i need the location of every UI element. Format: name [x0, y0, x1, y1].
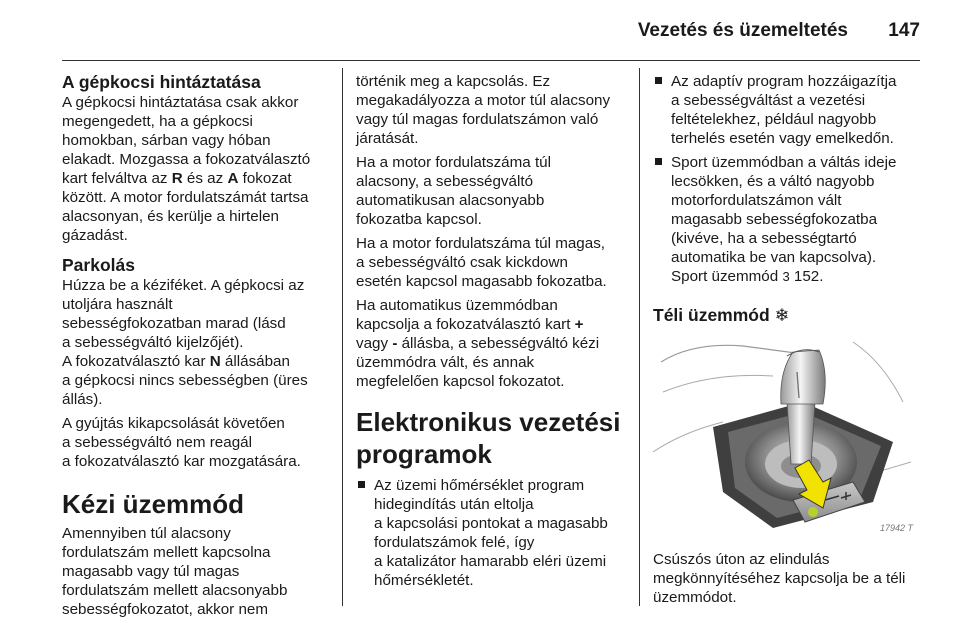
text-line: [356, 315, 632, 334]
column-divider-right: [639, 68, 640, 606]
text-line: a sebességváltó kijelzőjét).: [62, 334, 244, 351]
gear-selector-illustration: [653, 332, 915, 540]
header-rule: [62, 60, 920, 61]
page-header-title: Vezetés és üzemeltetés: [637, 20, 848, 41]
text-run: fokozat: [238, 170, 292, 187]
text-line: magasabb vagy túl magas: [62, 563, 240, 580]
gear-r-label: R: [171, 170, 183, 187]
paragraph-gyujtas: [62, 414, 334, 471]
text-line: Sport üzemmódban a váltás ideje: [671, 154, 897, 171]
text-line: hidegindítás után eltolja: [374, 496, 534, 513]
heading-hintaztatas: A gépkocsi hintáztatása: [62, 72, 261, 92]
text-line: Ha automatikus üzemmódban: [356, 297, 558, 314]
text-line: a fokozatválasztó kar mozgatására.: [62, 453, 301, 470]
paragraph-magas: [356, 234, 632, 291]
text-run: Sport üzemmód: [671, 268, 783, 285]
text-line: A gyújtás kikapcsolását követően: [62, 415, 285, 432]
page-number: 147: [888, 20, 920, 41]
text-line: fokozatba kapcsol.: [356, 211, 482, 228]
paragraph-automatikus: [356, 296, 632, 391]
heading-parkolas: Parkolás: [62, 255, 135, 275]
bullet-square-icon: [655, 158, 662, 165]
text-line: elakadt. Mozgassa a fokozatválasztó: [62, 151, 311, 168]
text-line: sebességfokozatot, akkor nem: [62, 601, 268, 618]
text-line: motorfordulatszámon vált: [671, 192, 842, 209]
text-line: a katalizátor hamarabb eléri üzemi: [374, 553, 607, 570]
text-line: esetén kapcsol magasabb fokozatba.: [356, 273, 607, 290]
heading-text: Téli üzemmód: [653, 305, 770, 325]
minus-position-label: -: [392, 335, 398, 352]
paragraph-hintaztatas: [62, 93, 334, 245]
paragraph-kapcsolas: [356, 72, 632, 148]
paragraph-parkolas: [62, 276, 334, 409]
bullet-square-icon: [358, 481, 365, 488]
text-line: gázadást.: [62, 227, 128, 244]
text-line: alacsonyan, és kerülje a hirtelen: [62, 208, 279, 225]
text-run: állásba, a sebességváltó kézi: [397, 335, 600, 352]
text-line: Az adaptív program hozzáigazítja: [671, 73, 897, 90]
paragraph-kezi: [62, 524, 334, 619]
text-run: és az: [182, 170, 228, 187]
bullet-item-sport: [653, 153, 921, 286]
gear-selector-drawing: [653, 332, 915, 540]
reference-arrow-icon: 3: [782, 269, 790, 284]
bullet-item-uzemi-homerseklet: [356, 476, 632, 590]
column-2: [356, 72, 632, 595]
text-line: alacsony, a sebességváltó: [356, 173, 534, 190]
text-line: automatika be van kapcsolva).: [671, 249, 877, 266]
text-line: hőmérsékletét.: [374, 572, 474, 589]
text-line: a sebességváltó nem reagál: [62, 434, 252, 451]
text-line: terhelés esetén vagy emelkedőn.: [671, 130, 894, 147]
text-line: üzemmódot.: [653, 589, 737, 606]
paragraph-alacsony: [356, 153, 632, 229]
text-run: vagy: [356, 335, 393, 352]
heading-line: programok: [356, 439, 492, 469]
heading-kezi-uzemmod: Kézi üzemmód: [62, 489, 245, 519]
text-line: magasabb sebességfokozatba: [671, 211, 878, 228]
text-line: megkönnyítéséhez kapcsolja be a téli: [653, 570, 906, 587]
text-line: járatását.: [356, 130, 419, 147]
text-run: kart felváltva az: [62, 170, 172, 187]
text-line: sebességfokozatban marad (lásd: [62, 315, 286, 332]
page-reference: 152.: [789, 268, 824, 285]
text-line: Amennyiben túl alacsony: [62, 525, 231, 542]
text-line: Húzza be a kéziféket. A gépkocsi az: [62, 277, 305, 294]
text-line: a gépkocsi nincs sebességben (üres: [62, 372, 308, 389]
text-line: utoljára használt: [62, 296, 173, 313]
text-line: megfelelően kapcsol fokozatot.: [356, 373, 565, 390]
paragraph-teli: [653, 550, 921, 607]
text-line: megakadályozza a motor túl alacsony: [356, 92, 611, 109]
text-run: A fokozatválasztó kar: [62, 353, 210, 370]
column-1: [62, 72, 334, 624]
gear-a-label: A: [227, 170, 239, 187]
text-line: a sebességváltó csak kickdown: [356, 254, 568, 271]
text-run: állásában: [220, 353, 290, 370]
heading-elektronikus-programok: [356, 406, 632, 470]
heading-teli-uzemmod: [653, 305, 921, 326]
text-line: (kivéve, ha a sebességtartó: [671, 230, 857, 247]
text-line: Az üzemi hőmérséklet program: [374, 477, 585, 494]
cross-reference[interactable]: [671, 267, 921, 286]
text-line: vagy túl magas fordulatszámon való: [356, 111, 599, 128]
text-line: [62, 352, 334, 371]
text-line: Ha a motor fordulatszáma túl magas,: [356, 235, 606, 252]
text-line: a kapcsolási pontokat a magasabb: [374, 515, 608, 532]
column-divider-left: [342, 68, 343, 606]
text-line: feltételekhez, például nagyobb: [671, 111, 877, 128]
text-line: [62, 169, 334, 188]
plus-position-label: +: [574, 316, 584, 333]
text-run: kapcsolja a fokozatválasztó kart: [356, 316, 575, 333]
heading-line: Elektronikus vezetési: [356, 407, 621, 437]
text-line: fordulatszám mellett kapcsolna: [62, 544, 271, 561]
text-line: állás).: [62, 391, 103, 408]
column-3: [653, 72, 921, 612]
text-line: Ha a motor fordulatszáma túl: [356, 154, 551, 171]
text-line: lecsökken, és a váltó nagyobb: [671, 173, 875, 190]
text-line: automatikusan alacsonyabb: [356, 192, 545, 209]
text-line: üzemmódra vált, és annak: [356, 354, 535, 371]
text-line: között. A motor fordulatszámát tartsa: [62, 189, 309, 206]
text-line: a sebességváltást a vezetési: [671, 92, 866, 109]
text-line: fordulatszámok felé, így: [374, 534, 535, 551]
text-line: [356, 334, 632, 353]
text-line: A gépkocsi hintáztatása csak akkor: [62, 94, 299, 111]
text-line: Csúszós úton az elindulás: [653, 551, 830, 568]
text-line: homokban, sárban vagy hóban: [62, 132, 271, 149]
bullet-item-adaptiv: [653, 72, 921, 148]
figure-code: 17942 T: [879, 523, 913, 533]
gear-n-label: N: [209, 353, 221, 370]
snowflake-icon: ❄: [774, 305, 790, 325]
text-line: történik meg a kapcsolás. Ez: [356, 73, 551, 90]
bullet-square-icon: [655, 77, 662, 84]
text-line: megengedett, ha a gépkocsi: [62, 113, 253, 130]
text-line: fordulatszám mellett alacsonyabb: [62, 582, 288, 599]
